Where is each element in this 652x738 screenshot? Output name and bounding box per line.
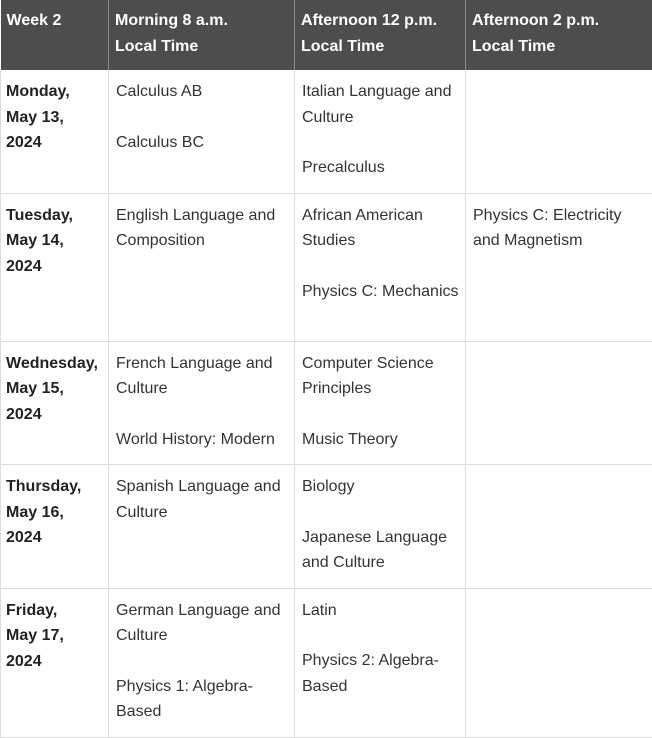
day-year: 2024 (6, 406, 42, 423)
exam-name: Calculus AB (116, 79, 288, 105)
exam-name: Spanish Language and Culture (116, 474, 288, 525)
table-row (1, 588, 652, 737)
exam-name: Calculus BC (116, 130, 288, 156)
exam-name: Physics 2: Algebra-Based (302, 648, 459, 699)
morning-cell (109, 341, 295, 465)
morning-cell (109, 70, 295, 193)
day-cell (1, 70, 109, 193)
header-morning (109, 0, 295, 70)
morning-cell (109, 588, 295, 737)
day-cell (1, 341, 109, 465)
exam-name: African American Studies (302, 203, 459, 254)
afternoon-cell (466, 341, 652, 465)
day-date: May 13, (6, 109, 64, 126)
header-afternoon (466, 0, 652, 70)
exam-name: Physics C: Mechanics (302, 279, 459, 305)
exam-name: Physics C: Electricity and Magnetism (473, 203, 646, 254)
exam-name: World History: Modern (116, 427, 288, 453)
noon-cell (295, 588, 466, 737)
day-name: Wednesday, (6, 355, 98, 372)
exam-name: Precalculus (302, 155, 459, 181)
day-name: Friday, (6, 602, 57, 619)
header-noon-zone: Local Time (301, 38, 384, 55)
header-week-label: Week 2 (7, 12, 62, 29)
day-year: 2024 (6, 134, 42, 151)
noon-cell (295, 341, 466, 465)
exam-name: German Language and Culture (116, 598, 288, 649)
noon-cell (295, 70, 466, 193)
header-noon (295, 0, 466, 70)
exam-name: Biology (302, 474, 459, 500)
exam-name: Computer Science Principles (302, 351, 459, 402)
day-cell (1, 588, 109, 737)
exam-name: Physics 1: Algebra-Based (116, 674, 288, 725)
header-noon-time: Afternoon 12 p.m. (301, 12, 437, 29)
table-header (1, 0, 652, 70)
exam-name: French Language and Culture (116, 351, 288, 402)
table-row (1, 341, 652, 465)
day-date: May 17, (6, 627, 64, 644)
day-cell (1, 193, 109, 341)
exam-name: English Language and Composition (116, 203, 288, 254)
exam-name: Japanese Language and Culture (302, 525, 459, 576)
day-cell (1, 465, 109, 589)
day-year: 2024 (6, 529, 42, 546)
day-date: May 14, (6, 232, 64, 249)
exam-name: Music Theory (302, 427, 459, 453)
afternoon-cell (466, 70, 652, 193)
header-row (1, 0, 652, 70)
table-row (1, 70, 652, 193)
table-row (1, 193, 652, 341)
morning-cell (109, 193, 295, 341)
header-morning-time: Morning 8 a.m. (115, 12, 228, 29)
day-date: May 15, (6, 380, 64, 397)
table-row (1, 465, 652, 589)
table-body (1, 70, 652, 737)
day-name: Thursday, (6, 478, 81, 495)
afternoon-cell (466, 193, 652, 341)
header-afternoon-zone: Local Time (472, 38, 555, 55)
day-name: Tuesday, (6, 207, 73, 224)
afternoon-cell (466, 588, 652, 737)
day-date: May 16, (6, 504, 64, 521)
header-week (1, 0, 109, 70)
day-year: 2024 (6, 653, 42, 670)
day-year: 2024 (6, 258, 42, 275)
header-afternoon-time: Afternoon 2 p.m. (472, 12, 599, 29)
noon-cell (295, 465, 466, 589)
exam-name: Italian Language and Culture (302, 79, 459, 130)
header-morning-zone: Local Time (115, 38, 198, 55)
morning-cell (109, 465, 295, 589)
afternoon-cell (466, 465, 652, 589)
exam-name: Latin (302, 598, 459, 624)
day-name: Monday, (6, 83, 70, 100)
noon-cell (295, 193, 466, 341)
